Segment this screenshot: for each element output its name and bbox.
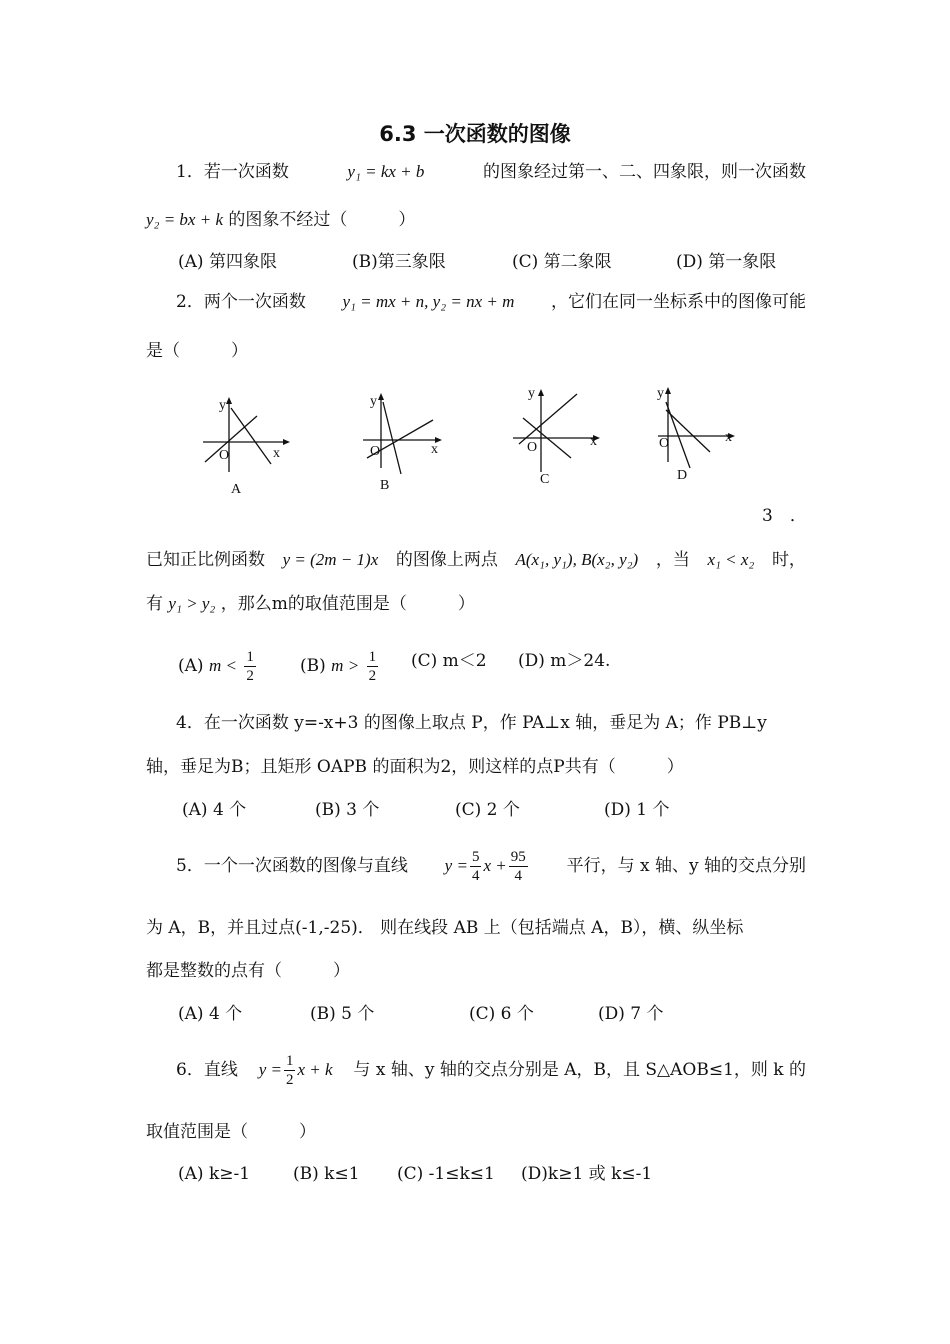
fraction-denominator: 4 <box>514 868 522 884</box>
q6-option-b: (B) k≤1 <box>293 1164 360 1184</box>
fraction-denominator: 2 <box>368 668 377 684</box>
q1-option-d: (D) 第一象限 <box>676 252 777 272</box>
fraction-numerator: 1 <box>246 649 254 665</box>
q6-line-2: 取值范围是（ ） <box>146 1122 316 1142</box>
q5-formula-y: y = <box>444 856 468 875</box>
q1-option-b: (B)第三象限 <box>352 252 446 272</box>
q4-option-c: (C) 2 个 <box>455 800 520 820</box>
q3-formula-function: y = (2m − 1)x <box>282 550 379 569</box>
q3-number: 3 ． <box>762 506 807 526</box>
fraction-numerator: 95 <box>510 849 526 865</box>
fraction-denominator: 2 <box>246 668 254 684</box>
fraction-denominator: 2 <box>285 1072 294 1088</box>
q3-formula-ineq: y₁ > y₂ <box>168 594 216 613</box>
q1-option-a: (A) 第四象限 <box>178 252 277 272</box>
q3-formula-condition: x₁ < x₂ <box>707 550 755 569</box>
q6-line-1 <box>176 1050 806 1090</box>
q3-line-2 <box>146 591 806 617</box>
q2-line-2: 是（ ） <box>146 341 248 361</box>
fraction-numerator: 1 <box>368 649 377 665</box>
q6-fraction <box>284 1052 296 1089</box>
q6-formula-x: x + k <box>297 1060 333 1079</box>
graph-a-y-label: y <box>219 398 226 413</box>
q3-option-d: (D) m＞24. <box>518 651 611 671</box>
q3-end-text: 时， <box>771 550 806 570</box>
q4-option-d: (D) 1 个 <box>604 800 670 820</box>
q3-line-2-suffix: ，那么m的取值范围是（ ） <box>220 594 475 614</box>
q6-option-d: (D)k≥1 或 k≤-1 <box>521 1164 653 1184</box>
graph-d-x-label: x <box>725 430 732 445</box>
q3-line-1 <box>146 547 806 573</box>
q3-formula-points: A(x₁, y₁), B(x₂, y₂) <box>515 550 639 569</box>
graph-c-origin-label: O <box>527 440 538 455</box>
q5-prefix: 5．一个一次函数的图像与直线 <box>176 856 408 876</box>
graph-a-origin-label: O <box>219 448 230 463</box>
q3-option-b-fraction <box>367 648 379 685</box>
q6-formula-y: y = <box>258 1060 282 1079</box>
graph-d <box>652 382 752 472</box>
graph-c-x-label: x <box>590 434 597 449</box>
graph-c-caption: C <box>540 472 550 487</box>
q5-option-c: (C) 6 个 <box>469 1004 534 1024</box>
q1-prefix: 1．若一次函数 <box>176 162 289 182</box>
q2-formula: y₁ = mx + n, y₂ = nx + m <box>342 292 515 311</box>
fraction-denominator: 4 <box>471 868 480 884</box>
graph-b-y-label: y <box>370 394 377 409</box>
graph-c <box>505 382 610 482</box>
q1-suffix: 的图象经过第一、二、四象限，则一次函数 <box>482 162 806 182</box>
q5-fraction-1 <box>470 848 482 885</box>
q6-suffix: 与 x 轴、y 轴的交点分别是 A，B，且 S△AOB≤1，则 k 的 <box>353 1060 806 1080</box>
graph-b-x-label: x <box>431 442 438 457</box>
q3-option-b-label: (B) <box>300 656 326 676</box>
q6-option-c: (C) -1≤k≤1 <box>397 1164 495 1184</box>
q5-formula-x: x + <box>483 856 507 875</box>
q3-prefix: 已知正比例函数 <box>146 550 265 570</box>
graph-b-caption: B <box>380 478 390 493</box>
q3-option-b <box>300 648 380 685</box>
q3-option-b-math: m > <box>331 656 360 675</box>
q3-option-a <box>178 648 258 685</box>
q5-formula <box>445 846 530 886</box>
q5-option-a: (A) 4 个 <box>178 1004 243 1024</box>
q3-option-a-math: m < <box>208 656 237 675</box>
q1-line-2 <box>146 207 806 233</box>
q6-prefix: 6．直线 <box>176 1060 238 1080</box>
graph-c-y-label: y <box>528 386 535 401</box>
q5-line-1 <box>176 846 806 886</box>
q1-option-c: (C) 第二象限 <box>512 252 612 272</box>
q5-line-3: 都是整数的点有（ ） <box>146 961 350 981</box>
q4-line-2: 轴，垂足为B；且矩形 OAPB 的面积为2，则这样的点P共有（ ） <box>146 757 684 777</box>
q5-option-d: (D) 7 个 <box>598 1004 664 1024</box>
q1-line-1 <box>176 159 806 185</box>
q3-line-2-prefix: 有 <box>146 594 163 614</box>
graph-d-y-label: y <box>657 386 664 401</box>
q6-option-a: (A) k≥-1 <box>178 1164 251 1184</box>
q3-option-c: (C) m＜2 <box>411 651 487 671</box>
q1-formula-2: y₂ = bx + k <box>146 210 223 229</box>
q5-option-b: (B) 5 个 <box>310 1004 375 1024</box>
q4-option-b: (B) 3 个 <box>315 800 380 820</box>
q3-option-a-fraction <box>244 648 256 685</box>
q3-mid-text: 的图像上两点 <box>395 550 498 570</box>
q3-option-a-label: (A) <box>178 656 204 676</box>
graph-a-x-label: x <box>273 446 280 461</box>
q2-line-1 <box>176 289 806 315</box>
q3-mid-text-2: ，当 <box>655 550 690 570</box>
q1-formula-1: y₁ = kx + b <box>347 162 425 181</box>
graph-d-caption: D <box>677 468 688 483</box>
q5-suffix: 平行，与 x 轴、y 轴的交点分别 <box>566 856 806 876</box>
q4-option-a: (A) 4 个 <box>182 800 247 820</box>
graph-d-origin-label: O <box>659 436 670 451</box>
q6-formula <box>259 1050 333 1090</box>
page-title: 6.3 一次函数的图像 <box>379 122 571 146</box>
q1-line-2-text: 的图象不经过（ ） <box>228 210 416 230</box>
q5-line-2: 为 A，B，并且过点(-1,-25)． 则在线段 AB 上（包括端点 A，B），横、纵坐标 <box>146 918 744 938</box>
graph-a <box>195 390 295 500</box>
q4-line-1: 4．在一次函数 y=-x+3 的图像上取点 P，作 PA⊥x 轴，垂足为 A；作 PB⊥y <box>176 713 767 733</box>
graph-a-caption: A <box>231 482 242 497</box>
q5-fraction-2 <box>509 848 528 885</box>
q2-suffix: ，它们在同一坐标系中的图像可能 <box>551 292 806 312</box>
graph-b-origin-label: O <box>370 444 381 459</box>
fraction-numerator: 5 <box>471 849 480 865</box>
fraction-numerator: 1 <box>285 1053 294 1069</box>
q2-prefix: 2．两个一次函数 <box>176 292 306 312</box>
